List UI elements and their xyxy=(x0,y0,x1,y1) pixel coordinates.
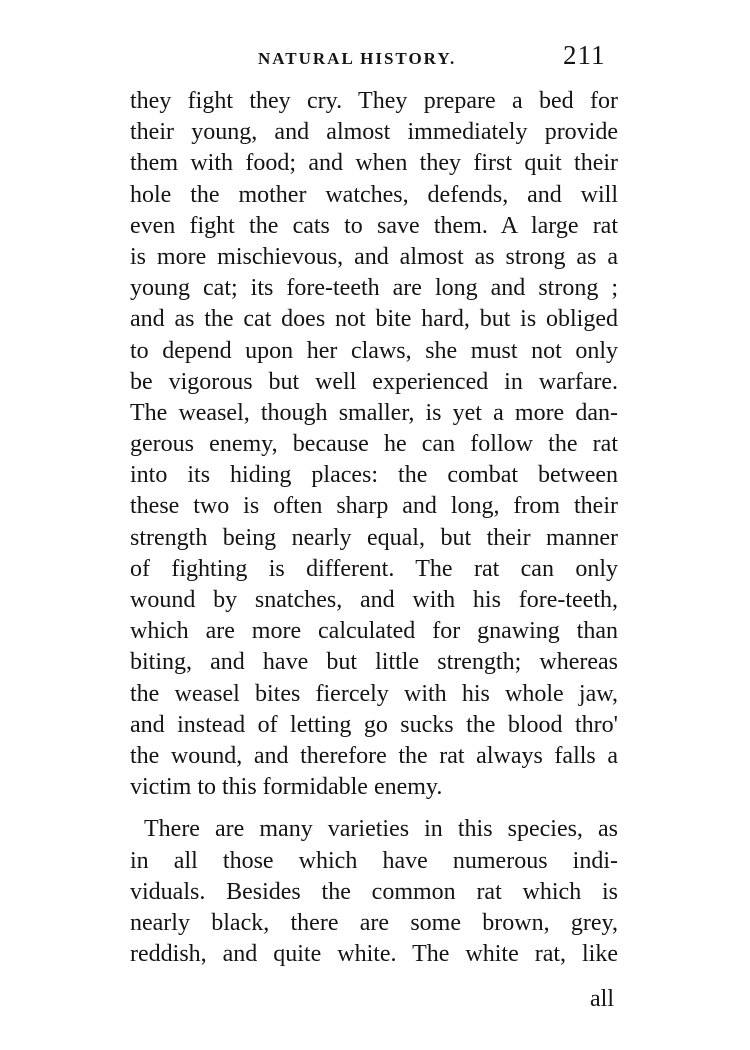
paragraph xyxy=(130,86,618,803)
text-line: young cat; its fore-teeth are long and strong ; xyxy=(130,275,618,302)
text-line: be vigorous but well experienced in warfare. xyxy=(130,368,618,395)
text-line: gerous enemy, because he can follow the rat xyxy=(130,431,618,458)
paragraph xyxy=(130,814,618,970)
text-line: and as the cat does not bite hard, but is obliged xyxy=(130,306,618,333)
text-line: which are more calculated for gnawing than xyxy=(130,618,618,645)
text-line: biting, and have but little strength; whereas xyxy=(130,649,618,676)
text-line: hole the mother watches, defends, and will xyxy=(130,181,618,208)
text-line: to depend upon her claws, she must not only xyxy=(130,337,618,364)
page-number: 211 xyxy=(563,40,606,70)
text-line: they fight they cry. They prepare a bed for xyxy=(130,88,618,114)
text-line: and instead of letting go sucks the blood thro' xyxy=(130,711,618,738)
running-title: NATURAL HISTORY. xyxy=(258,49,457,68)
text-line: The weasel, though smaller, is yet a more dan- xyxy=(130,399,618,426)
text-line: the wound, and therefore the rat always falls a xyxy=(130,742,618,769)
text-line: strength being nearly equal, but their manner xyxy=(130,524,618,551)
text-line: reddish, and quite white. The white rat, like xyxy=(130,941,618,968)
text-line: even fight the cats to save them. A large rat xyxy=(130,212,618,239)
text-line: their young, and almost immediately provide xyxy=(130,119,618,146)
text-line: these two is often sharp and long, from their xyxy=(130,493,618,520)
text-line: in all those which have numerous indi- xyxy=(130,847,618,874)
paragraph-spacer xyxy=(130,803,618,814)
text-line: the weasel bites fiercely with his whole jaw, xyxy=(130,680,618,707)
catchword: all xyxy=(590,986,614,1012)
text-line: nearly black, there are some brown, grey, xyxy=(130,909,618,936)
text-line: viduals. Besides the common rat which is xyxy=(130,878,618,905)
text-line: victim to this formidable enemy. xyxy=(130,774,443,801)
body-text xyxy=(130,86,618,970)
text-line: is more mischievous, and almost as strong as a xyxy=(130,243,618,270)
text-line: of fighting is different. The rat can only xyxy=(130,555,618,582)
text-line: into its hiding places: the combat between xyxy=(130,462,618,489)
text-line: them with food; and when they first quit their xyxy=(130,150,618,177)
text-line: There are many varieties in this species, as xyxy=(144,816,618,843)
text-line: wound by snatches, and with his fore-teeth, xyxy=(130,587,618,613)
